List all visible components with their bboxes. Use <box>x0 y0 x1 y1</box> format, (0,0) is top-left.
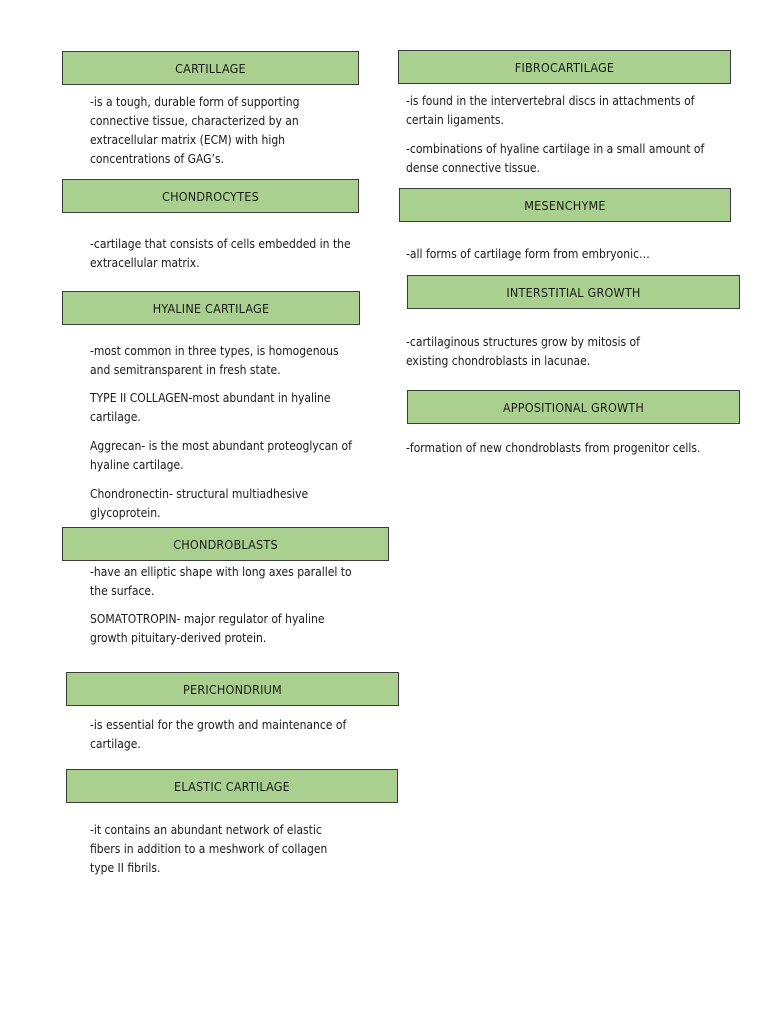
heading-cartillage <box>62 51 359 85</box>
text-line: extracellular matrix. <box>90 256 200 270</box>
text-line: -combinations of hyaline cartilage in a small amount of <box>406 142 705 156</box>
chondroblasts-definition <box>90 563 352 601</box>
heading-perichondrium <box>66 672 399 706</box>
text-line: -all forms of cartilage form from embryonic… <box>406 247 650 261</box>
text-line: Chondronectin- structural multiadhesive <box>90 487 309 501</box>
text-line: fibers in addition to a meshwork of collagen <box>90 842 328 856</box>
text-line: -have an elliptic shape with long axes parallel to <box>90 565 352 579</box>
text-line: and semitransparent in fresh state. <box>90 363 281 377</box>
heading-mesenchyme-label: MESENCHYME <box>524 197 606 213</box>
heading-chondroblasts <box>62 527 389 561</box>
heading-chondroblasts-label: CHONDROBLASTS <box>173 536 278 552</box>
text-line: existing chondroblasts in lacunae. <box>406 354 591 368</box>
text-line: -is a tough, durable form of supporting <box>90 95 300 109</box>
text-line: -most common in three types, is homogenous <box>90 344 339 358</box>
text-line: connective tissue, characterized by an <box>90 114 299 128</box>
hyaline-aggrecan-note <box>90 437 352 475</box>
text-line: growth pituitary-derived protein. <box>90 631 267 645</box>
hyaline-definition <box>90 342 339 380</box>
heading-appositional-growth-label: APPOSITIONAL GROWTH <box>502 399 645 415</box>
text-line: extracellular matrix (ECM) with high <box>90 133 286 147</box>
chondrocytes-definition <box>90 235 351 273</box>
text-line: cartilage. <box>90 410 141 424</box>
heading-hyaline-cartilage-label: HYALINE CARTILAGE <box>152 300 270 316</box>
fibrocartilage-composition-note <box>406 140 704 178</box>
hyaline-collagen-note <box>90 389 331 427</box>
text-line: certain ligaments. <box>406 113 504 127</box>
text-line: concentrations of GAG’s. <box>90 152 225 166</box>
text-line: glycoprotein. <box>90 506 161 520</box>
text-line: the surface. <box>90 584 155 598</box>
heading-elastic-cartilage-label: ELASTIC CARTILAGE <box>174 778 290 794</box>
cartillage-definition <box>90 93 299 169</box>
heading-cartillage-label: CARTILLAGE <box>175 60 246 76</box>
text-line: -cartilaginous structures grow by mitosis of <box>406 335 640 349</box>
text-line: hyaline cartilage. <box>90 458 184 472</box>
elastic-definition <box>90 821 327 878</box>
text-line: SOMATOTROPIN- major regulator of hyaline <box>90 612 325 626</box>
text-line: dense connective tissue. <box>406 161 540 175</box>
heading-elastic-cartilage <box>66 769 398 803</box>
text-line: Aggrecan- is the most abundant proteoglycan of <box>90 439 352 453</box>
text-line: -cartilage that consists of cells embedded in the <box>90 237 351 251</box>
heading-perichondrium-label: PERICHONDRIUM <box>183 681 282 697</box>
text-line: cartilage. <box>90 737 141 751</box>
heading-fibrocartilage <box>398 50 731 84</box>
chondroblasts-somatotropin-note <box>90 610 324 648</box>
text-line: type II fibrils. <box>90 861 161 875</box>
heading-chondrocytes <box>62 179 359 213</box>
text-line: -is essential for the growth and maintenance of <box>90 718 347 732</box>
heading-hyaline-cartilage <box>62 291 360 325</box>
text-line: TYPE II COLLAGEN-most abundant in hyaline <box>90 391 331 405</box>
interstitial-definition <box>406 333 640 371</box>
mesenchyme-definition <box>406 245 650 264</box>
heading-fibrocartilage-label: FIBROCARTILAGE <box>514 59 615 75</box>
appositional-definition <box>406 439 700 458</box>
heading-interstitial-growth-label: INTERSTITIAL GROWTH <box>506 284 641 300</box>
text-line: -is found in the intervertebral discs in attachments of <box>406 94 695 108</box>
heading-interstitial-growth <box>407 275 740 309</box>
perichondrium-definition <box>90 716 346 754</box>
heading-mesenchyme <box>399 188 731 222</box>
text-line: -formation of new chondroblasts from progenitor cells. <box>406 441 701 455</box>
text-line: -it contains an abundant network of elastic <box>90 823 322 837</box>
heading-chondrocytes-label: CHONDROCYTES <box>162 188 259 204</box>
fibrocartilage-definition <box>406 92 694 130</box>
heading-appositional-growth <box>407 390 740 424</box>
hyaline-chondronectin-note <box>90 485 308 523</box>
